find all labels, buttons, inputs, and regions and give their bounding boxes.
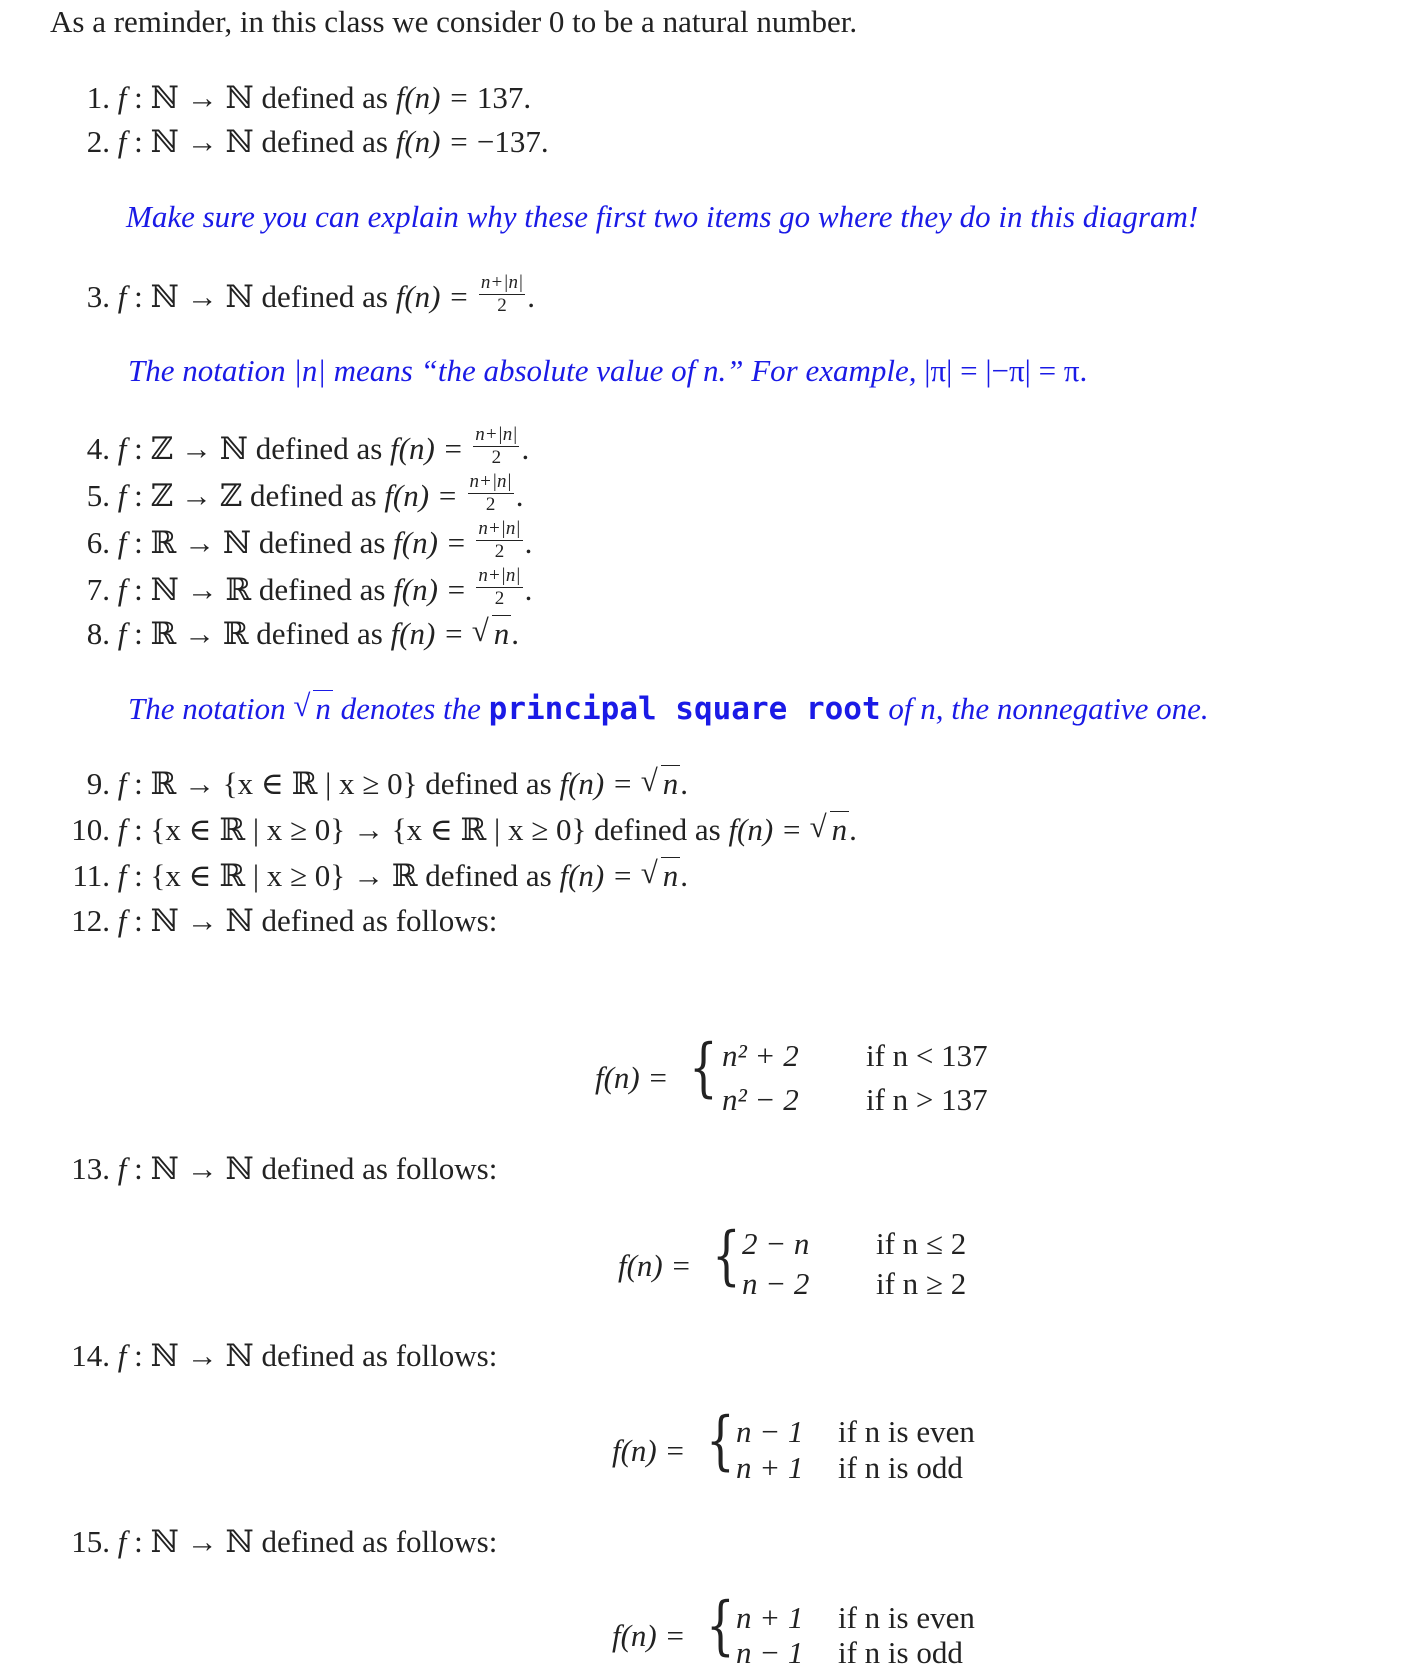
arrow: → [178,279,226,315]
list-item: 8. f : ℝ → ℝ defined as f(n) = √ n. [40,618,519,649]
domain: ℕ [150,124,179,159]
defined-as: defined as [251,572,394,608]
codomain: ℕ [225,279,254,315]
func-name: f [117,766,127,801]
codomain: ℝ [225,572,252,608]
item-number: 11. [72,858,110,893]
domain: {x ∈ ℝ | x ≥ 0} [150,812,346,847]
list-item: 5. f : ℤ → ℤ defined as f(n) = $\frac{n+|n|}{2}$ . [40,478,524,520]
arrow: → [178,1524,226,1559]
func-name: f [117,431,127,467]
domain: ℝ [150,766,177,801]
list-item: 4. f : ℤ → ℕ defined as f(n) = $\frac{n+|n|}{2}$ . [40,431,529,473]
codomain: ℕ [225,80,254,115]
item-number: 7. [86,572,110,608]
list-item: 6. f : ℝ → ℕ defined as f(n) = $\frac{n+|n|}{2}$ . [40,525,532,567]
codomain: ℕ [225,1524,254,1559]
colon: : [126,572,151,608]
func-name: f [117,279,127,315]
item-number: 13. [71,1151,110,1186]
domain: ℕ [150,903,179,938]
defined-as: defined as follows: [253,1151,498,1186]
defined-as: defined as follows: [253,1338,498,1373]
list-item [40,126,549,157]
colon: : [126,478,151,514]
lhs: f(n) = [390,431,472,467]
func-name: f [117,80,127,115]
note-square-root: The notation √ n denotes the principal square root of n, the nonnegative one. [128,693,1209,725]
domain: ℕ [150,572,179,608]
item-number: 12. [71,903,110,938]
domain: ℤ [150,478,174,514]
codomain: ℕ [219,431,248,467]
codomain: ℕ [225,903,254,938]
arrow: → [173,431,220,467]
codomain: ℤ [219,478,243,514]
func-name: f [117,124,127,159]
codomain: ℕ [225,124,254,159]
arrow: → [178,1338,226,1373]
lhs: f(n) = [728,812,810,847]
item-number: 8. [86,616,110,651]
list-item [40,82,531,113]
arrow: → [176,525,223,561]
domain: ℤ [150,431,174,467]
square-root: √ n [641,768,681,799]
list-item: 11. f : {x ∈ ℝ | x ≥ 0} → ℝ defined as f(n) = √ n. [40,860,688,891]
domain: {x ∈ ℝ | x ≥ 0} [150,858,346,893]
defined-as: defined as follows: [253,903,498,938]
left-brace: { [706,1589,735,1663]
defined-as: defined as follows: [253,1524,498,1559]
square-root: √ n [641,860,681,891]
domain: ℕ [150,80,179,115]
domain: ℕ [150,1338,179,1373]
defined-as: defined as [242,478,385,514]
domain: ℝ [150,616,177,651]
item-number: 9. [86,766,110,801]
defined-as: defined as [248,616,391,651]
func-name: f [117,812,127,847]
lhs: f(n) = [395,279,477,315]
lhs: f(n) = [395,80,477,115]
lhs: f(n) = [390,616,472,651]
fraction: $\frac{n+|n|}{2}$ [478,518,521,562]
codomain: ℕ [225,1151,254,1186]
list-item: 10. f : {x ∈ ℝ | x ≥ 0} → {x ∈ ℝ | x ≥ 0} defined as f(n) = √ n. [40,814,857,845]
arrow: → [178,80,226,115]
func-name: f [117,616,127,651]
list-item [40,1526,497,1557]
domain: ℕ [150,1524,179,1559]
lhs: f(n) = [384,478,466,514]
colon: : [126,812,151,847]
colon: : [126,80,151,115]
fraction: $\frac{n+|n|}{2}$ [478,565,521,609]
left-brace: { [712,1219,741,1293]
colon: : [126,525,151,561]
func-name: f [117,478,127,514]
fraction: $\frac{n+|n|}{2}$ [475,424,518,468]
codomain: {x ∈ ℝ | x ≥ 0} [391,812,587,847]
intro-text: As a reminder, in this class we consider 0 to be a natural number. [50,4,858,39]
colon: : [126,1338,151,1373]
codomain: ℕ [225,1338,254,1373]
func-name: f [117,1524,127,1559]
defined-as: defined as [253,80,396,115]
item-number: 2. [86,124,110,159]
item-number: 5. [86,478,110,514]
arrow: → [345,812,392,847]
colon: : [126,766,151,801]
left-brace: { [689,1031,718,1105]
arrow: → [178,903,226,938]
defined-as: defined as [586,812,729,847]
square-root: √ n [810,814,850,845]
defined-as: defined as [253,279,396,315]
arrow: → [176,616,223,651]
codomain: {x ∈ ℝ | x ≥ 0} [222,766,418,801]
domain: ℝ [150,525,177,561]
codomain: ℝ [391,858,418,893]
colon: : [126,858,151,893]
colon: : [126,431,151,467]
lhs: f(n) = [393,572,475,608]
square-root: √ n [293,693,333,724]
note-absolute-value: The notation |n| means “the absolute value of n.” For example, |π| = |−π| = π. [128,353,1088,388]
defined-as: defined as [253,124,396,159]
lhs: f(n) = [559,766,641,801]
arrow: → [173,478,220,514]
colon: : [126,279,151,315]
colon: : [126,903,151,938]
item-number: 14. [71,1338,110,1373]
list-item [40,1340,497,1371]
list-item [40,1153,497,1184]
func-name: f [117,858,127,893]
left-brace: { [706,1404,735,1478]
list-item: 9. f : ℝ → {x ∈ ℝ | x ≥ 0} defined as f(n) = √ n. [40,768,688,799]
item-number: 15. [71,1524,110,1559]
item-number: 10. [71,812,110,847]
item-number: 1. [86,80,110,115]
arrow: → [178,572,226,608]
func-name: f [117,1338,127,1373]
fraction: $\frac{n+|n|}{2}$ [469,471,512,515]
colon: : [126,616,151,651]
list-item: 3. f : ℕ → ℕ defined as f(n) = $\frac{n+|n|}{2}$ . [40,279,535,321]
codomain: ℕ [222,525,252,561]
list-item [40,905,497,936]
lhs: f(n) = [393,525,475,561]
defined-as: defined as [417,858,560,893]
item-number: 3. [86,279,110,315]
colon: : [126,124,151,159]
list-item: 7. f : ℕ → ℝ defined as f(n) = $\frac{n+|n|}{2}$ . [40,572,532,614]
arrow: → [178,124,226,159]
domain: ℕ [150,1151,179,1186]
arrow: → [176,766,223,801]
func-name: f [117,572,127,608]
defined-as: defined as [417,766,560,801]
arrow: → [345,858,392,893]
colon: : [126,1524,151,1559]
fraction: $\frac{n+|n|}{2}$ [480,272,524,316]
func-name: f [117,525,127,561]
square-root: √ n [472,618,512,649]
domain: ℕ [150,279,179,315]
func-name: f [117,903,127,938]
rhs: −137. [476,124,549,159]
codomain: ℝ [222,616,249,651]
colon: : [126,1151,151,1186]
func-name: f [117,1151,127,1186]
arrow: → [178,1151,226,1186]
item-number: 6. [86,525,110,561]
defined-as: defined as [251,525,394,561]
rhs: 137. [476,80,532,115]
defined-as: defined as [247,431,391,467]
lhs: f(n) = [395,124,477,159]
lhs: f(n) = [559,858,641,893]
note-diagram: Make sure you can explain why these first two items go where they do in this diagram! [126,199,1199,234]
item-number: 4. [86,431,110,467]
